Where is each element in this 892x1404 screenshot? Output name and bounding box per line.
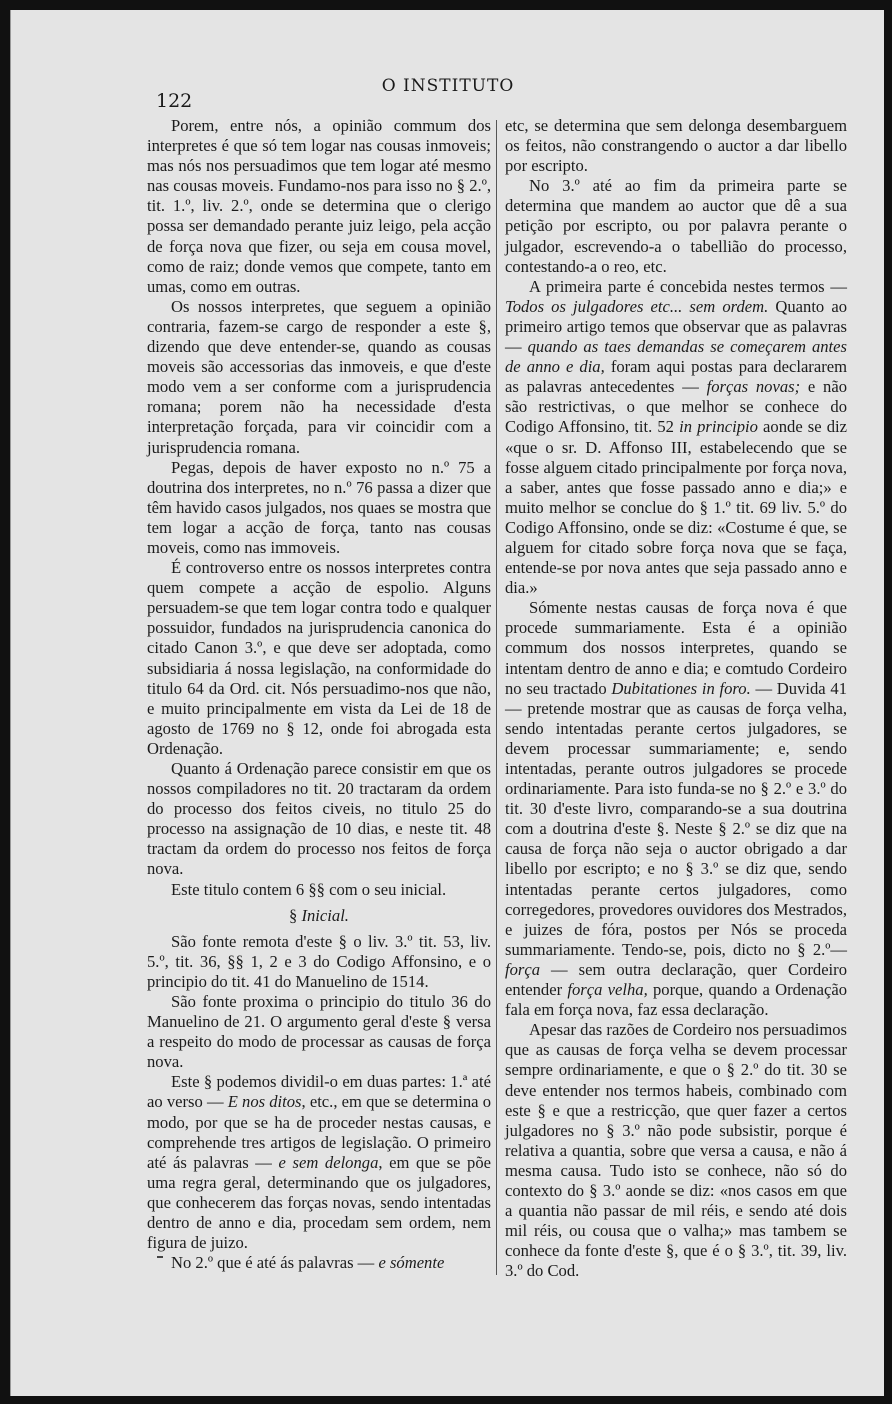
paragraph: Os nossos interpretes, que seguem a opinião contraria, fazem-se cargo de responder a este §, dizendo que deve entender-se, quando as cousas moveis são accessorias das inmoveis, e que d'este modo vem a ser conforme com a jurisprudencia romana; porem não ha necessidade d'esta interpretação forçada, para vir coincidir com a jurisprudencia romana. <box>147 296 491 457</box>
text-run: porque, quando a Ordenação fala em força nova, faz essa declaração. <box>505 980 847 1020</box>
text-run: Sómente nestas causas de força nova é que procede summariamente. Esta é a opinião commum dos nossos interpretes, quando se intentam dentro de anno e dia; e comtudo Cordeiro no seu tractado <box>505 598 847 698</box>
paragraph: Este titulo contem 6 §§ com o seu inicial. <box>171 879 447 899</box>
paragraph: Quanto á Ordenação parece consistir em que os nossos compiladores no tit. 20 tractaram da ordem do processo dos feitos civeis, no titulo 25 do processo na assignação de 10 dias, e neste tit. 48 tractam da ordem do processo nos feitos de força nova. <box>147 759 491 879</box>
paragraph <box>147 1072 491 1253</box>
paragraph: Pegas, depois de haver exposto no n.º 75 a doutrina dos interpretes, no n.º 76 passa a dizer que têm havido casos julgados, nos quaes se mostra que tem logar a acção de força, tanto nas cousas moveis, como nas immoveis. <box>147 457 491 557</box>
column-divider <box>496 120 497 1275</box>
italic-run: E nos ditos <box>227 1092 302 1112</box>
text-run: No 2.º que é até ás palavras — <box>171 1253 375 1273</box>
paragraph <box>505 277 847 599</box>
section-heading <box>147 906 491 926</box>
italic-run: força velha, <box>567 980 648 1000</box>
paragraph: São fonte remota d'este § o liv. 3.º tit. 53, liv. 5.º, tit. 36, §§ 1, 2 e 3 do Codigo Affonsino, e o principio do tit. 41 do Manuelino de 1514. <box>147 931 491 991</box>
text-run: , em que se põe uma regra geral, determinando que os julgadores, que conhecerem das forças novas, sendo intentadas dentro de anno e dia, procedam sem ordem, nem figura de juizo. <box>147 1152 491 1253</box>
text-run: , etc., em que se determina o modo, por que se ha de proceder nestas causas, e comprehende tres artigos de legislação. O primeiro até ás palavras — <box>147 1092 491 1172</box>
paragraph: É controverso entre os nossos interpretes contra quem compete a acção de espolio. Alguns persuadem-se que tem logar contra todo e qualquer possuidor, fundados na jurisprudencia canonica do citado Canon 3.º, e que deve ser adoptada, como subsidiaria á nossa legislação, na conformidade do titulo 64 da Ord. cit. Nós persuadimo-nos que não, e muito principalmente em vista da Lei de 18 de agosto de 1769 no § 12, onde foi abrogada esta Ordenação. <box>147 558 491 758</box>
italic-run: força <box>505 959 541 979</box>
text-run: aonde se diz «que o sr. D. Affonso III, estabelecendo que se fosse alguem citado principalmente por força nova, a saber, antes que fosse passado anno e dia;» e muito melhor se conclue do § 1.º tit. 69 liv. 5.º do Codigo Affonsino, onde se diz: «Costume é que, se alguem for citado sobre força nova que se faça, entende-se por nova antes que seja passado anno e dia.» <box>505 417 847 598</box>
italic-run: in principio <box>679 417 758 437</box>
text-run: — Duvida 41 — pretende mostrar que as causas de força velha, sendo intentadas perante certos julgadores, se devem processar summariamente; e, sendo intentadas, perante outros julgadores se procede ordinariamente. Para isto funda-se no § 2.º e 3.º do tit. 30 d'este livro, comparando-se a sua doutrina com a doutrina d'este §. Neste § 2.º se diz que na causa de força não seja o auctor obrigado a dar libello por escripto; e no § 3.º se diz que, sendo intentadas perante certos julgadores, como corregedores, provedores ouvidores dos Mestrados, e juizes de fóra, postos per Nós se proceda summariamente. Tendo-se, pois, dicto no § 2.º— <box>505 678 847 959</box>
margin-mark <box>157 1256 163 1258</box>
text-run: Quanto ao primeiro artigo temos que observar que as palavras — <box>505 296 847 357</box>
italic-run: Dubitationes in foro. <box>611 678 751 698</box>
text-run: e não são restrictivas, o que melhor se conhece do Codigo Affonsino, tit. 52 <box>505 377 848 437</box>
left-column <box>147 116 491 1273</box>
running-title: O INSTITUTO <box>381 76 515 96</box>
section-heading-text: Inicial. <box>301 905 349 925</box>
text-run: — sem outra declaração, quer Cordeiro entender <box>505 959 847 1000</box>
italic-run: quando as taes demandas se começarem antes de anno e dia, <box>505 337 847 377</box>
paragraph: Apesar das razões de Cordeiro nos persuadimos que as causas de força velha se devem processar sempre ordinariamente, e que o § 2.º do tit. 30 se deve entender nos termos habeis, combinado com este § e que a restricção, que quer fazer a certos julgadores no § 3.º não pode subsistir, porque é relativa a quantia, sobre que versa a causa, e não á mesma causa. Tudo isto se conhece, não só do contexto do § 3.º aonde se diz: «nos casos em que a quantia não passar de mil réis, e sendo até dois mil réis, ou cousa que o valha;» mas tambem se conhece da fonte d'este §, que é o § 3.º, tit. 39, liv. 3.º do Cod. <box>505 1020 847 1281</box>
page-sheet <box>10 10 884 1396</box>
paragraph: No 3.º até ao fim da primeira parte se determina que mandem ao auctor que dê a sua petição por escripto, ou por palavra perante o julgador, escrevendo-a o tabellião do processo, contestando-a o reo, etc. <box>505 176 847 276</box>
text-run: foram aqui postas para declararem as palavras antecedentes — <box>505 357 847 397</box>
italic-run: e sem delonga <box>278 1152 379 1172</box>
paragraph <box>505 598 847 1020</box>
italic-run: Todos os julgadores etc... sem ordem. <box>505 296 769 316</box>
paragraph: São fonte proxima o principio do titulo 36 do Manuelino de 21. O argumento geral d'este § versa a respeito do modo de processar as causas de força nova. <box>147 991 491 1072</box>
italic-run: forças novas; <box>706 377 801 397</box>
paragraph: etc, se determina que sem delonga desembarguem os feitos, não constrangendo o auctor a dar libello por escripto. <box>505 116 847 176</box>
text-run: Este § podemos dividil-o em duas partes: 1.ª até ao verso — <box>147 1072 491 1112</box>
text-run: A primeira parte é concebida nestes termos — <box>529 276 847 296</box>
paragraph: Porem, entre nós, a opinião commum dos interpretes é que só tem logar nas cousas inmoveis; mas nós nos persuadimos que tem logar até mesmo nas cousas moveis. Fundamo-nos para isso no § 2.º, tit. 1.º, liv. 2.º, onde se determina que o clerigo possa ser demandado perante juiz leigo, pela acção de força nova que fizer, ou seja em cousa movel, como de raiz; donde vemos que compete, tanto em umas, como em outras. <box>147 116 491 296</box>
right-column <box>505 116 847 1281</box>
section-sign: § <box>289 905 298 925</box>
page-number: 122 <box>156 90 193 112</box>
italic-run: e sómente <box>378 1253 445 1273</box>
paragraph <box>147 1253 491 1273</box>
